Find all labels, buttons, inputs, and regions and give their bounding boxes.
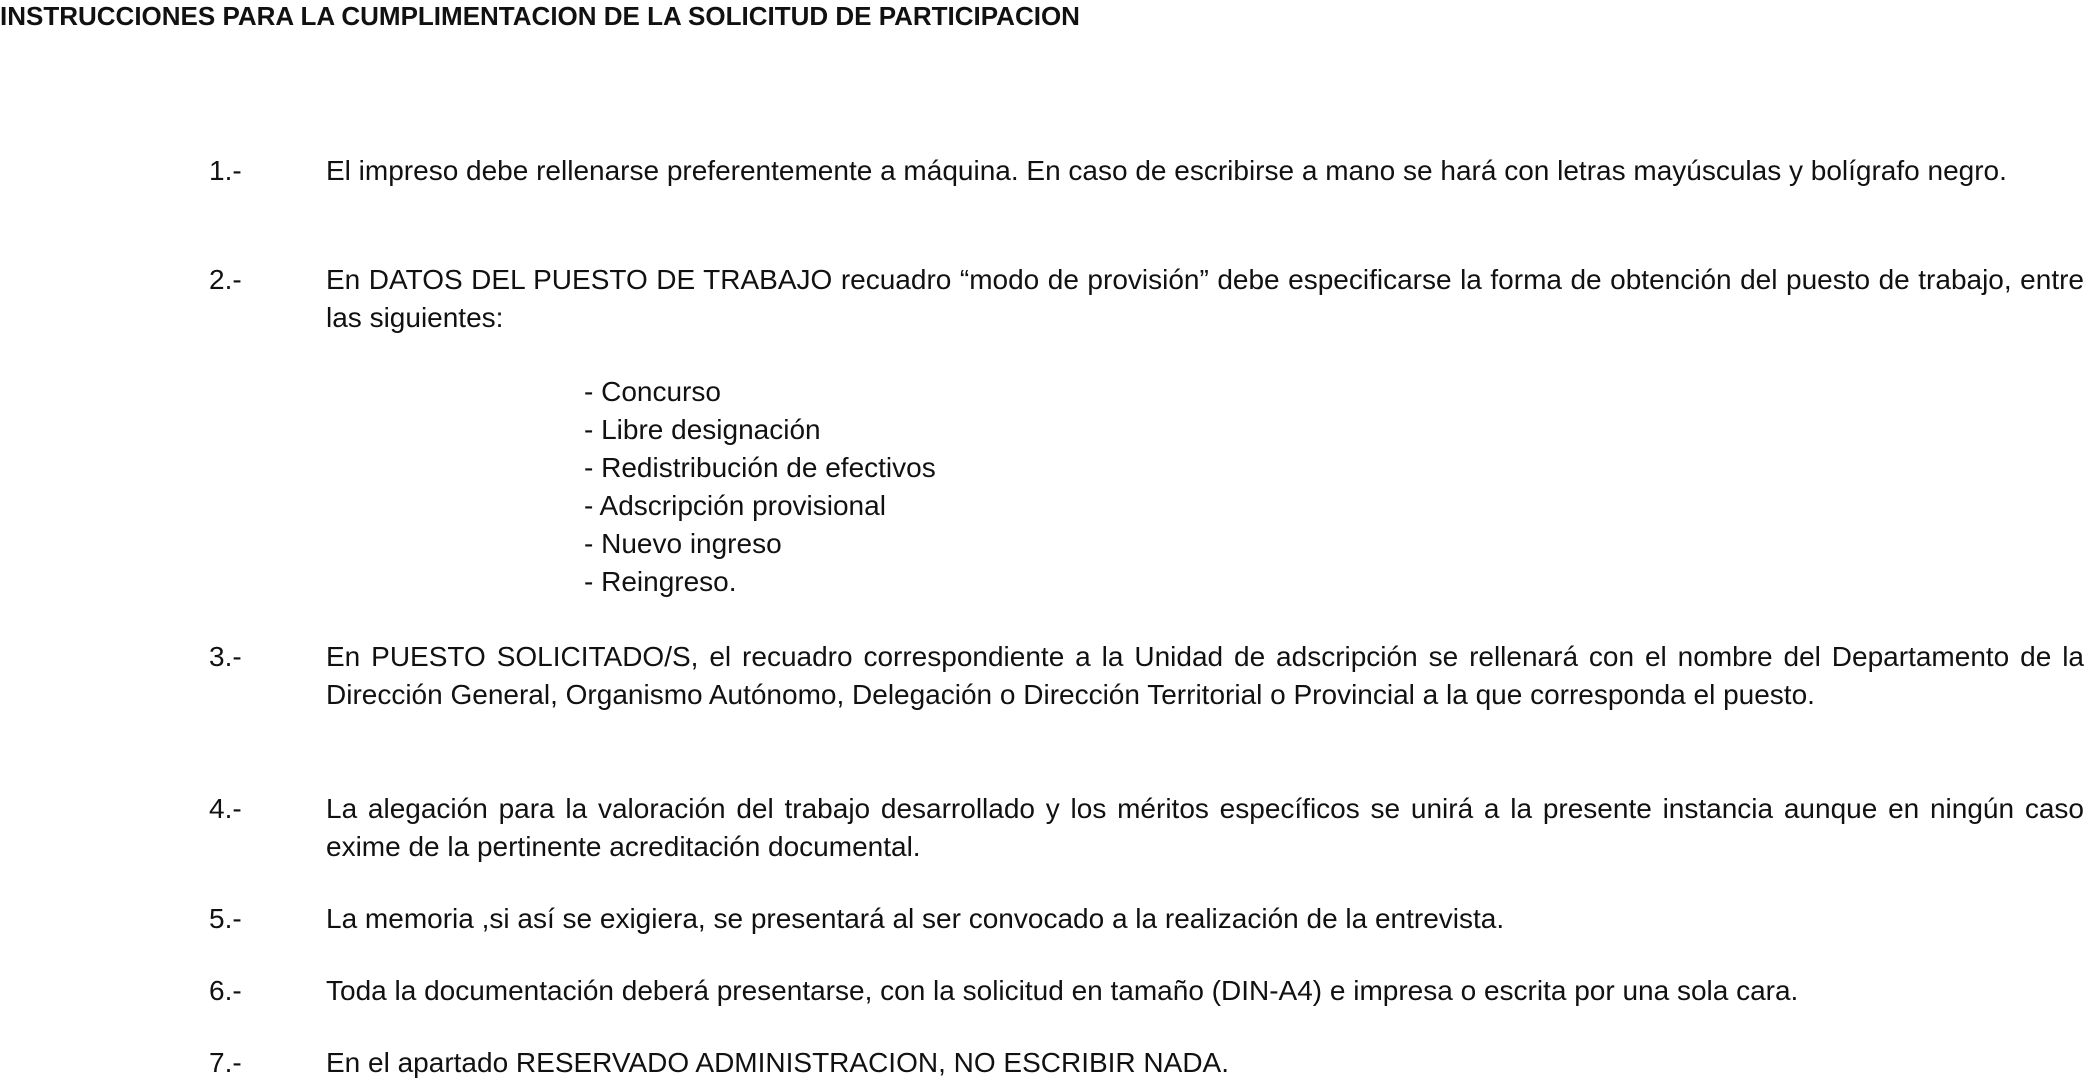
provision-mode-item: - Libre designación: [584, 414, 821, 445]
instruction-number: 5.-: [209, 903, 242, 934]
provision-mode-item: - Redistribución de efectivos: [584, 452, 936, 483]
instruction-number: 1.-: [209, 155, 242, 186]
instruction-text: Toda la documentación deberá presentarse, con la solicitud en tamaño (DIN-A4) e impresa o escrita por una sola cara.: [326, 975, 1799, 1006]
instruction-number: 6.-: [209, 975, 242, 1006]
instruction-number: 3.-: [209, 641, 242, 672]
provision-mode-item: - Nuevo ingreso: [584, 528, 782, 559]
instruction-number: 2.-: [209, 264, 242, 295]
instruction-number: 7.-: [209, 1047, 242, 1078]
instruction-text: En PUESTO SOLICITADO/S, el recuadro correspondiente a la Unidad de adscripción se rellenará con el nombre del Departamento de la Dirección General, Organismo Autónomo, Delegación o Dirección Territorial o Provincial a la que corresponda el puesto.: [326, 641, 2084, 710]
provision-modes-list: [584, 373, 936, 601]
instruction-text: El impreso debe rellenarse preferentemente a máquina. En caso de escribirse a mano se hará con letras mayúsculas y bolígrafo negro.: [326, 155, 2007, 186]
instruction-text: En el apartado RESERVADO ADMINISTRACION, NO ESCRIBIR NADA.: [326, 1047, 1229, 1078]
page-title: INSTRUCCIONES PARA LA CUMPLIMENTACION DE LA SOLICITUD DE PARTICIPACION: [0, 1, 1080, 31]
instruction-text: La memoria ,si así se exigiera, se presentará al ser convocado a la realización de la entrevista.: [326, 903, 1505, 934]
instruction-text: En DATOS DEL PUESTO DE TRABAJO recuadro “modo de provisión” debe especificarse la forma de obtención del puesto de trabajo, entre las siguientes:: [326, 264, 2084, 333]
instruction-number: 4.-: [209, 793, 242, 824]
provision-mode-item: - Concurso: [584, 376, 721, 407]
provision-mode-item: - Reingreso.: [584, 566, 737, 597]
instruction-text: La alegación para la valoración del trabajo desarrollado y los méritos específicos se unirá a la presente instancia aunque en ningún caso exime de la pertinente acreditación documental.: [326, 793, 2084, 862]
provision-mode-item: - Adscripción provisional: [584, 490, 886, 521]
